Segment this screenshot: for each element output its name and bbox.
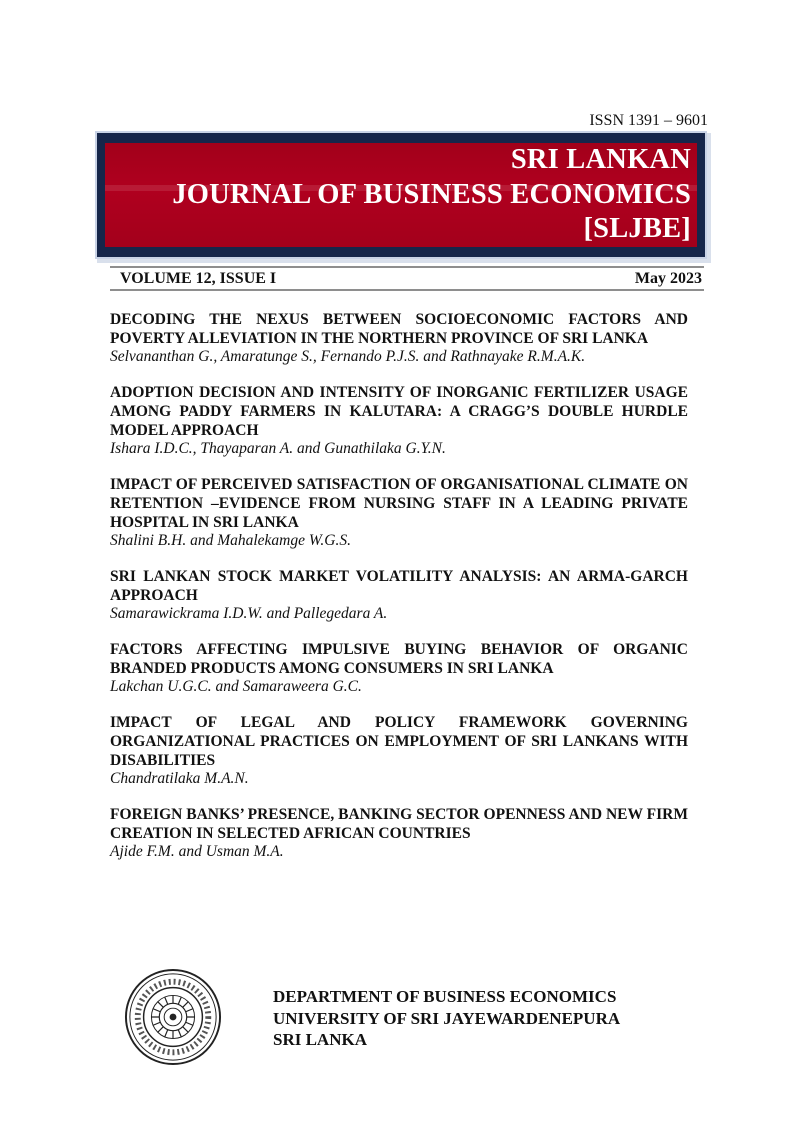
journal-title-line1: SRI LANKAN: [510, 144, 691, 175]
country-name: SRI LANKA: [273, 1030, 367, 1049]
article-item: [110, 805, 688, 861]
article-item: [110, 310, 688, 366]
article-item: [110, 475, 688, 550]
journal-title-banner: [97, 133, 705, 257]
banner-fill: [105, 143, 697, 247]
article-item: [110, 567, 688, 623]
article-title: SRI LANKAN STOCK MARKET VOLATILITY ANALYSIS: AN ARMA-GARCH APPROACH: [110, 568, 688, 604]
university-seal-icon: [124, 968, 222, 1066]
article-title: ADOPTION DECISION AND INTENSITY OF INORGANIC FERTILIZER USAGE AMONG PADDY FARMERS IN KALUTARA: A CRAGG’S DOUBLE HURDLE MODEL APPROACH: [110, 384, 688, 439]
issue-date: May 2023: [634, 269, 702, 287]
article-title: DECODING THE NEXUS BETWEEN SOCIOECONOMIC FACTORS AND POVERTY ALLEVIATION IN THE NORTHERN PROVINCE OF SRI LANKA: [110, 311, 688, 347]
article-item: [110, 713, 688, 788]
article-authors: Shalini B.H. and Mahalekamge W.G.S.: [110, 532, 351, 549]
article-item: [110, 640, 688, 696]
journal-title-line2: JOURNAL OF BUSINESS ECONOMICS: [172, 178, 691, 210]
volume-issue-bar: [110, 266, 704, 291]
publisher-block: [273, 986, 620, 1051]
article-title: IMPACT OF PERCEIVED SATISFACTION OF ORGANISATIONAL CLIMATE ON RETENTION –EVIDENCE FROM NURSING STAFF IN A LEADING PRIVATE HOSPITAL IN SRI LANKA: [110, 476, 688, 531]
journal-title: [172, 143, 691, 247]
university-name: UNIVERSITY OF SRI JAYEWARDENEPURA: [273, 1008, 621, 1028]
article-title: FOREIGN BANKS’ PRESENCE, BANKING SECTOR OPENNESS AND NEW FIRM CREATION IN SELECTED AFRICAN COUNTRIES: [110, 806, 688, 842]
article-authors: Chandratilaka M.A.N.: [110, 770, 249, 787]
article-item: [110, 383, 688, 458]
journal-title-line3: [SLJBE]: [583, 213, 691, 244]
article-title: IMPACT OF LEGAL AND POLICY FRAMEWORK GOVERNING ORGANIZATIONAL PRACTICES ON EMPLOYMENT OF SRI LANKANS WITH DISABILITIES: [110, 714, 688, 769]
article-authors: Samarawickrama I.D.W. and Pallegedara A.: [110, 605, 388, 622]
article-authors: Selvananthan G., Amaratunge S., Fernando P.J.S. and Rathnayake R.M.A.K.: [110, 348, 586, 365]
volume-issue: VOLUME 12, ISSUE I: [120, 269, 277, 287]
article-authors: Ishara I.D.C., Thayaparan A. and Gunathilaka G.Y.N.: [110, 440, 446, 457]
issn-number: ISSN 1391 – 9601: [589, 112, 708, 129]
article-authors: Ajide F.M. and Usman M.A.: [110, 843, 284, 860]
article-authors: Lakchan U.G.C. and Samaraweera G.C.: [110, 678, 362, 695]
article-title: FACTORS AFFECTING IMPULSIVE BUYING BEHAVIOR OF ORGANIC BRANDED PRODUCTS AMONG CONSUMERS IN SRI LANKA: [110, 641, 688, 677]
article-list: [110, 310, 688, 878]
department-name: DEPARTMENT OF BUSINESS ECONOMICS: [273, 987, 617, 1006]
